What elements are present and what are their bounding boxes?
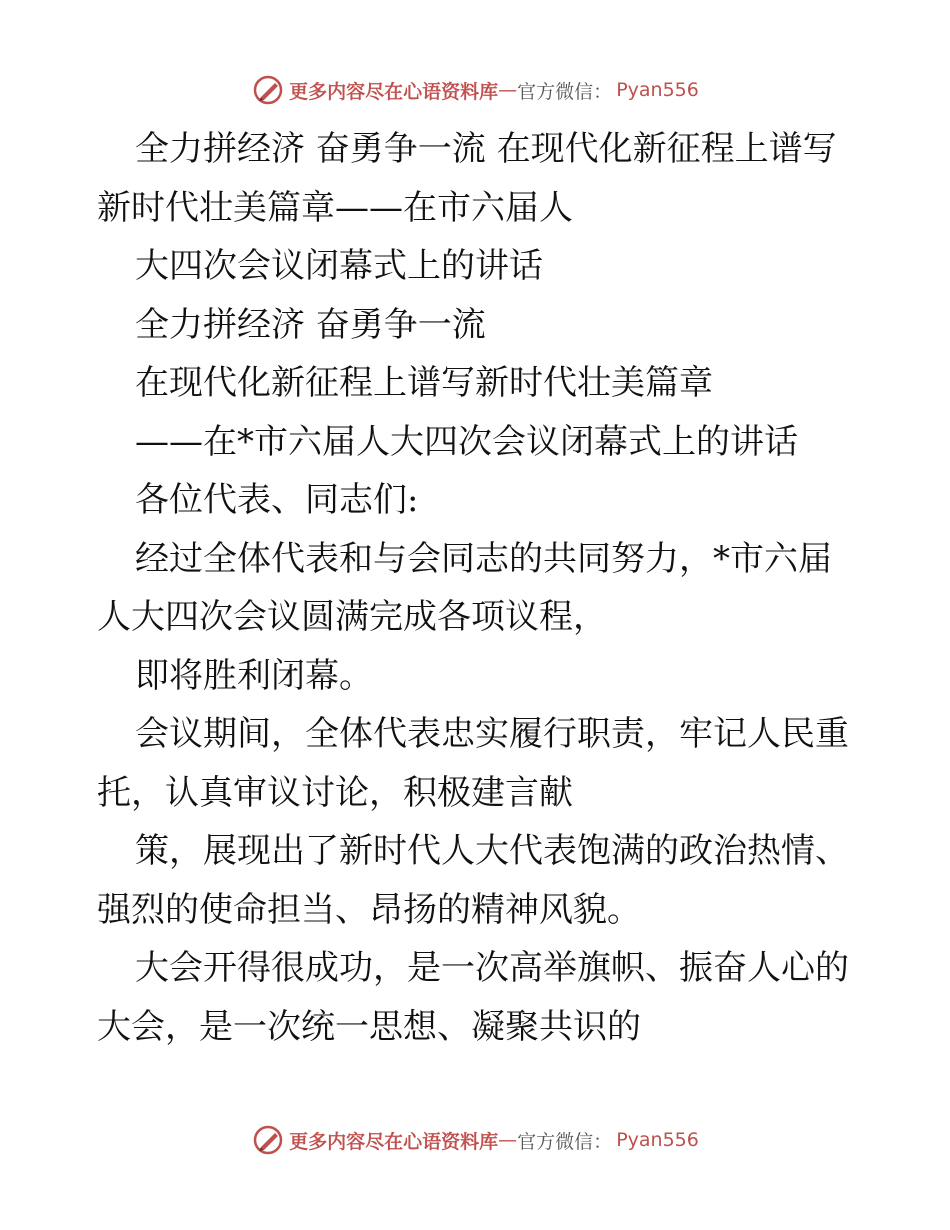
text-line: 强烈的使命担当、昂扬的精神风貌。	[97, 889, 641, 930]
text-line: 大会，是一次统一思想、凝聚共识的	[97, 1006, 641, 1047]
banner-dash: —	[498, 79, 518, 101]
banner-site-name: 更多内容尽在心语资料库	[289, 1130, 499, 1153]
text-line: 新时代壮美篇章——在市六届人	[97, 187, 573, 228]
text-line: 全力拼经济 奋勇争一流	[135, 304, 486, 345]
text-line: 经过全体代表和与会同志的共同努力，*市六届	[135, 538, 832, 579]
document-body	[97, 120, 853, 1056]
text-line: 大会开得很成功，是一次高举旗帜、振奋人心的	[135, 948, 849, 988]
banner-wechat-label: 官方微信：	[517, 80, 613, 103]
banner-wechat-label: 官方微信：	[517, 1130, 613, 1153]
text-line: 会议期间，全体代表忠实履行职责，牢记人民重	[135, 714, 849, 754]
banner-site-name: 更多内容尽在心语资料库	[289, 80, 499, 103]
banner-dash: —	[498, 1129, 518, 1151]
text-line: 大四次会议闭幕式上的讲话	[135, 246, 543, 286]
pen-logo-icon	[251, 73, 285, 107]
text-line: 人大四次会议圆满完成各项议程，	[97, 597, 607, 637]
footer-watermark	[0, 1120, 950, 1160]
header-watermark	[0, 70, 950, 110]
text-line: 在现代化新征程上谱写新时代壮美篇章	[135, 363, 713, 403]
text-line: 全力拼经济 奋勇争一流 在现代化新征程上谱写	[135, 129, 837, 169]
banner-wechat-id: Pyan556	[616, 1129, 699, 1151]
text-line: 各位代表、同志们:	[135, 480, 419, 520]
text-line: 托，认真审议讨论，积极建言献	[97, 772, 573, 813]
text-line: ——在*市六届人大四次会议闭幕式上的讲话	[135, 421, 798, 462]
text-line: 策，展现出了新时代人大代表饱满的政治热情、	[135, 831, 849, 871]
pen-logo-icon	[251, 1123, 285, 1157]
text-line: 即将胜利闭幕。	[135, 655, 373, 696]
banner-wechat-id: Pyan556	[616, 79, 699, 101]
